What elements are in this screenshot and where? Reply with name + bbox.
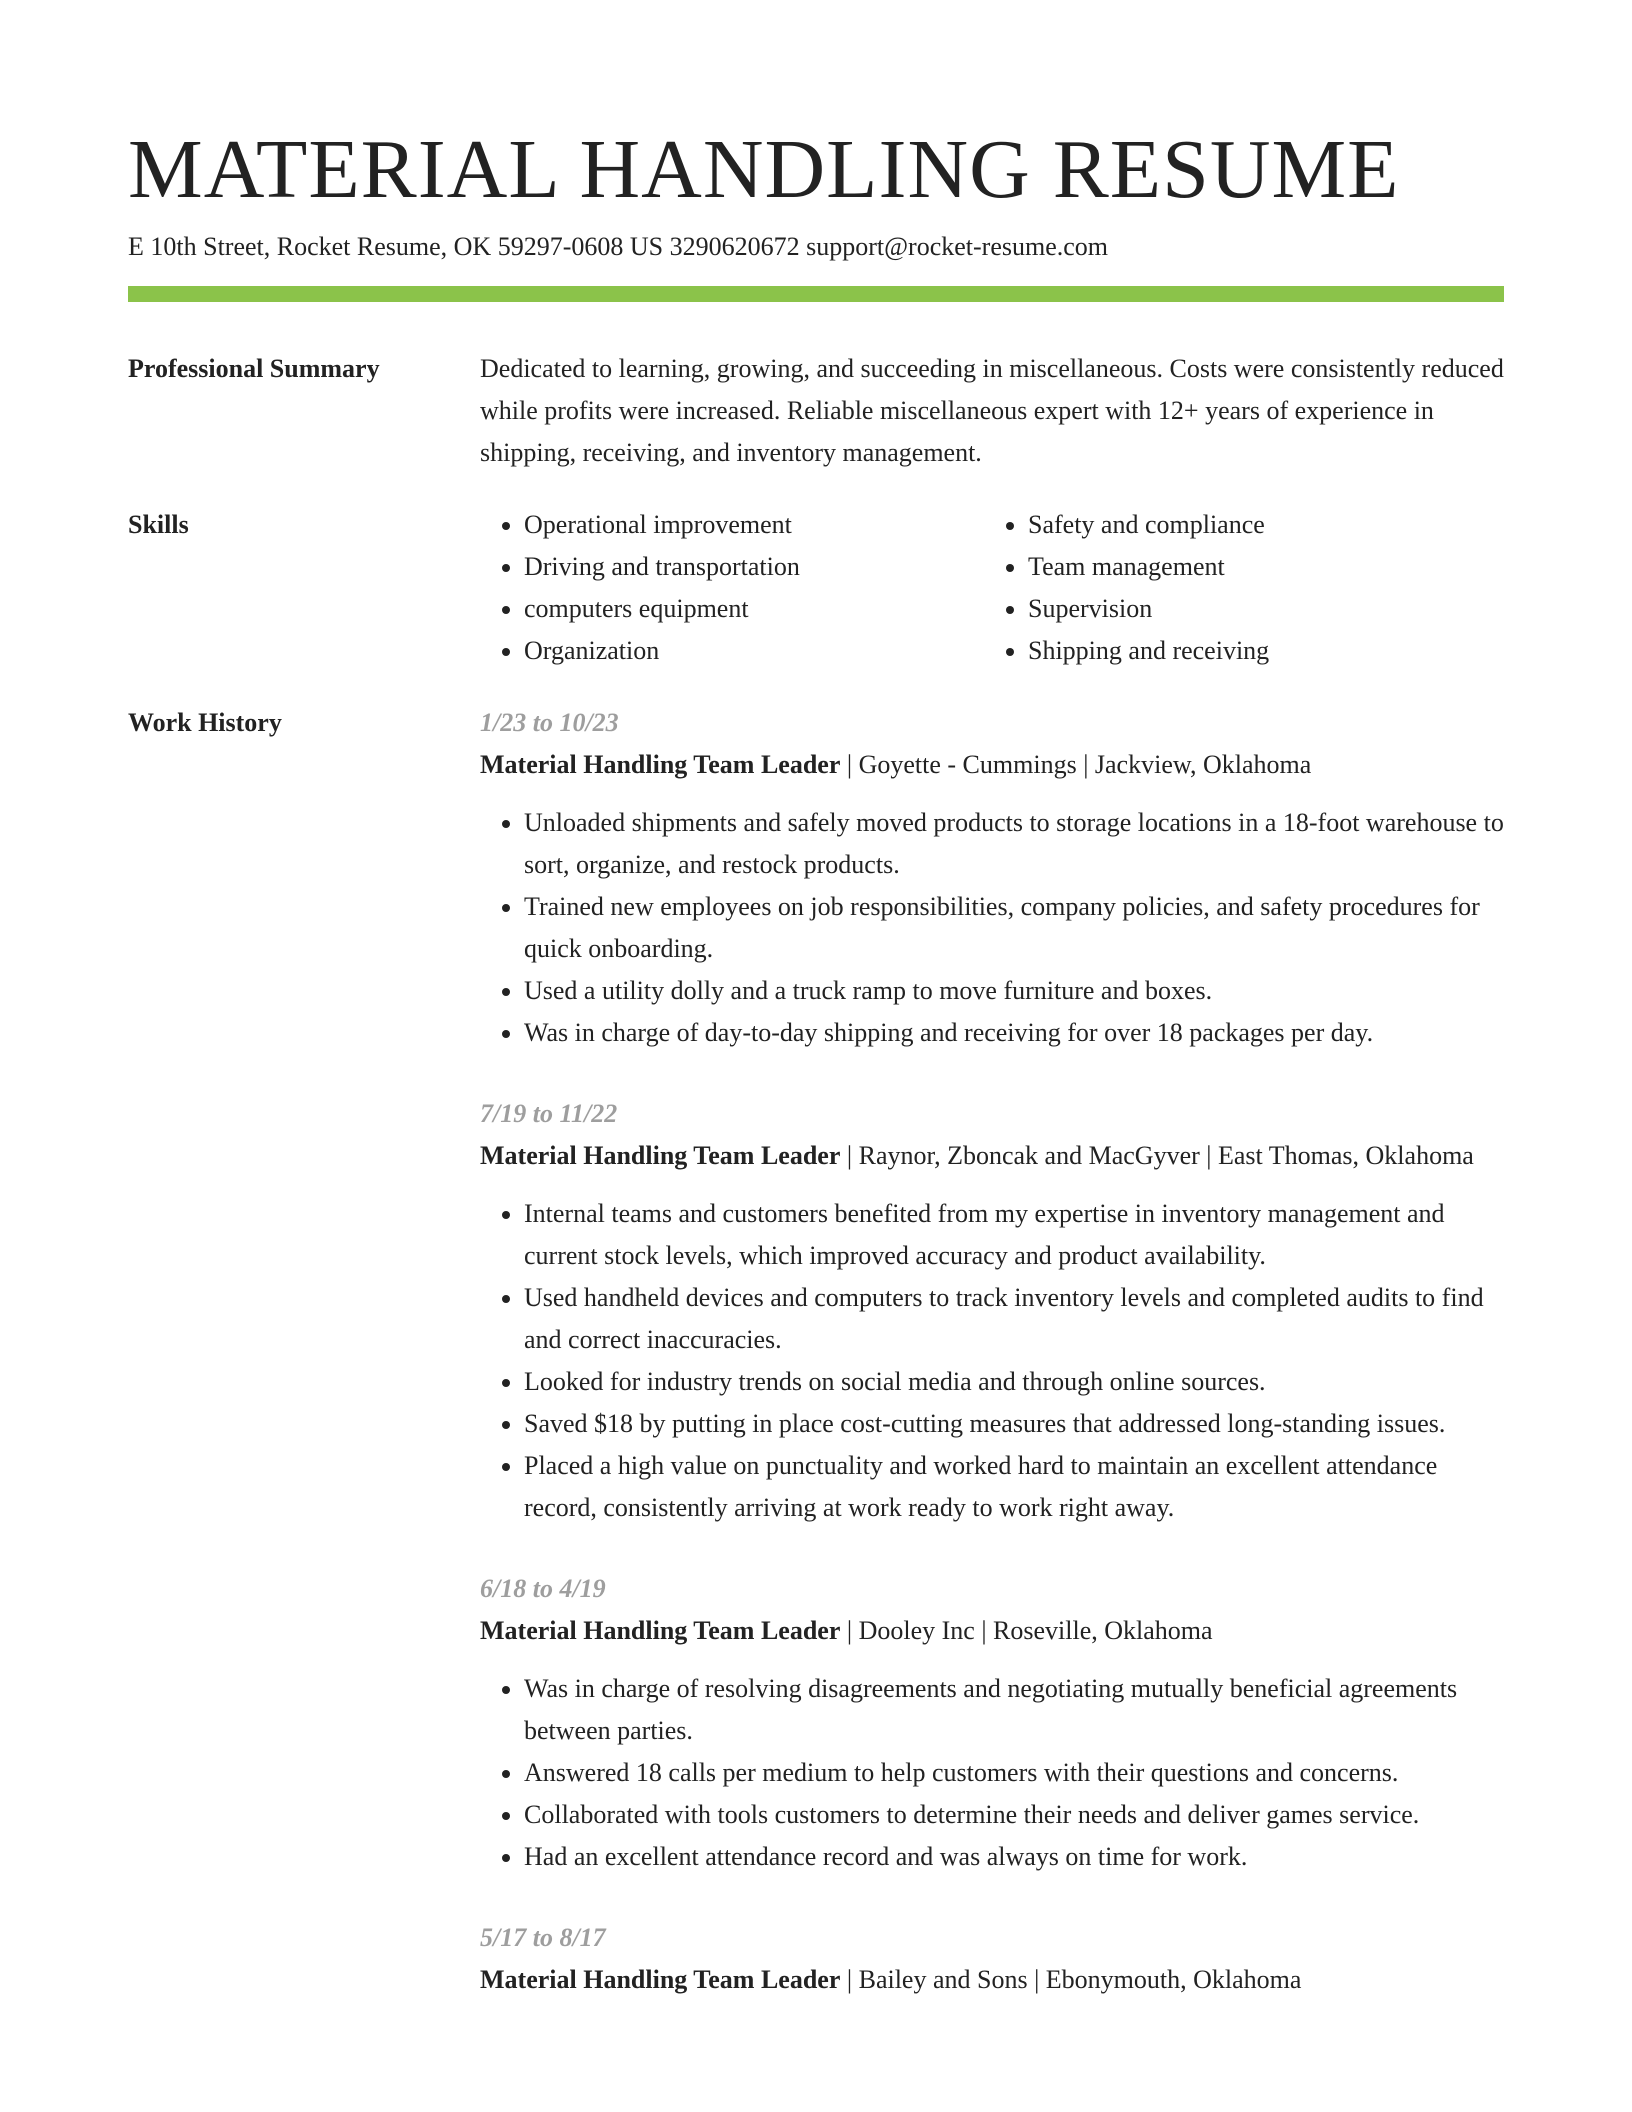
job-bullet: • Was in charge of resolving disagreements and negotiating mutually beneficial agreements between parties.	[524, 1668, 1504, 1752]
job-bullet: • Looked for industry trends on social media and through online sources.	[524, 1361, 1504, 1403]
job-bullet: • Used a utility dolly and a truck ramp to move furniture and boxes.	[524, 970, 1504, 1012]
job-details: | Dooley Inc | Roseville, Oklahoma	[840, 1616, 1213, 1645]
skill-item: • Safety and compliance	[1028, 504, 1488, 546]
job-bullet: • Was in charge of day-to-day shipping and receiving for over 18 packages per day.	[524, 1012, 1504, 1054]
job-bullet: • Internal teams and customers benefited from my expertise in inventory management and current stock levels, which improved accuracy and product availability.	[524, 1193, 1504, 1277]
job-title: Material Handling Team Leader	[480, 1965, 841, 1994]
job-bullet: • Answered 18 calls per medium to help customers with their questions and concerns.	[524, 1752, 1504, 1794]
skills-list-right	[984, 504, 1488, 672]
accent-divider	[128, 286, 1504, 302]
skill-item: • Shipping and receiving	[1028, 630, 1488, 672]
job-entry	[480, 1093, 1504, 1529]
skill-item: • Team management	[1028, 546, 1488, 588]
job-entry	[480, 702, 1504, 1054]
skill-item: • Supervision	[1028, 588, 1488, 630]
job-bullets	[480, 1668, 1504, 1878]
job-bullet: • Unloaded shipments and safely moved products to storage locations in a 18-foot warehouse to sort, organize, and restock products.	[524, 802, 1504, 886]
skills-columns	[480, 504, 1504, 672]
skills-list-left	[480, 504, 984, 672]
job-entry	[480, 1568, 1504, 1878]
job-bullets	[480, 1193, 1504, 1529]
job-dates: 5/17 to 8/17	[480, 1923, 606, 1952]
job-details: | Goyette - Cummings | Jackview, Oklahoma	[840, 750, 1312, 779]
summary-label: Professional Summary	[128, 354, 380, 383]
skills-label: Skills	[128, 510, 189, 539]
work-history-body	[480, 702, 1504, 2040]
job-bullet: • Saved $18 by putting in place cost-cutting measures that addressed long-standing issues.	[524, 1403, 1504, 1445]
summary-body	[480, 348, 1504, 474]
job-title: Material Handling Team Leader	[480, 1616, 841, 1645]
contact-info: E 10th Street, Rocket Resume, OK 59297-0608 US 3290620672 support@rocket-resume.com	[128, 232, 1109, 261]
job-title-line	[480, 1610, 1504, 1652]
skill-item: • Driving and transportation	[524, 546, 984, 588]
job-title-line	[480, 744, 1504, 786]
job-entry	[480, 1917, 1504, 2001]
job-title-line	[480, 1135, 1504, 1177]
job-bullet: • Used handheld devices and computers to track inventory levels and completed audits to find and correct inaccuracies.	[524, 1277, 1504, 1361]
skill-item: • computers equipment	[524, 588, 984, 630]
job-details: | Bailey and Sons | Ebonymouth, Oklahoma	[840, 1965, 1302, 1994]
job-bullets	[480, 802, 1504, 1054]
resume-header	[128, 118, 1504, 264]
job-dates: 1/23 to 10/23	[480, 708, 619, 737]
skill-item: • Operational improvement	[524, 504, 984, 546]
job-bullet: • Collaborated with tools customers to determine their needs and deliver games service.	[524, 1794, 1504, 1836]
job-bullet: • Trained new employees on job responsibilities, company policies, and safety procedures for quick onboarding.	[524, 886, 1504, 970]
skills-body	[480, 504, 1504, 672]
job-bullet: • Had an excellent attendance record and was always on time for work.	[524, 1836, 1504, 1878]
job-bullet: • Placed a high value on punctuality and worked hard to maintain an excellent attendance record, consistently arriving at work ready to work right away.	[524, 1445, 1504, 1529]
job-title: Material Handling Team Leader	[480, 750, 841, 779]
job-dates: 7/19 to 11/22	[480, 1099, 618, 1128]
skill-item: • Organization	[524, 630, 984, 672]
summary-text: Dedicated to learning, growing, and succeeding in miscellaneous. Costs were consistently reduced while profits were increased. Reliable miscellaneous expert with 12+ years of experience in shipping, receiving, and inventory management.	[480, 354, 1504, 467]
job-dates: 6/18 to 4/19	[480, 1574, 606, 1603]
resume-title: MATERIAL HANDLING RESUME	[128, 123, 1400, 216]
job-title: Material Handling Team Leader	[480, 1141, 841, 1170]
job-title-line	[480, 1959, 1504, 2001]
job-details: | Raynor, Zboncak and MacGyver | East Thomas, Oklahoma	[840, 1141, 1474, 1170]
work-history-label: Work History	[128, 708, 282, 737]
